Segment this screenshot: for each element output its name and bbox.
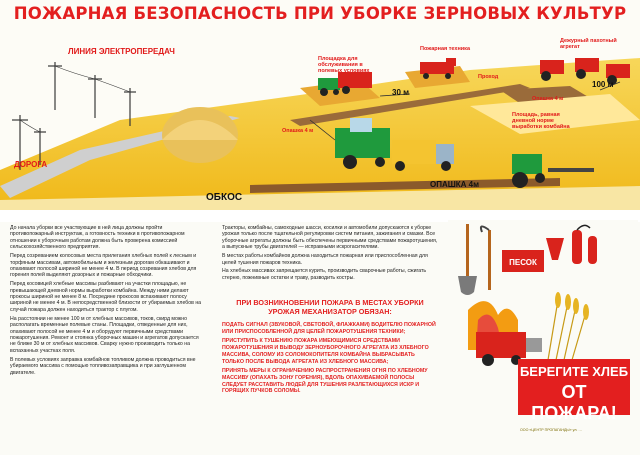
plowing-label-a: Опашка 4 м bbox=[282, 128, 314, 134]
harvest-scene bbox=[0, 0, 640, 222]
paragraph: Перед косовицей хлебные массивы разбивают на участки площадью, не превышающей дневной нормы выработки комбайна. Между ними делают прокосы шириной не менее 8 м. Посредине прокосов вспахивают полосу шириной не менее 4 м. В непосредственной близости от убираемых хлебов на случай пожара должен находиться трактор с плугом. bbox=[10, 281, 202, 313]
paragraph: Тракторы, комбайны, самоходные шасси, косилки и автомобили допускаются к уборке урожая только после тщательной регулировки систем питания, зажигания и смазки. Все уборочные агрегаты должны быть обеспечены первичными средствами пожаротушения, а выпускные трубы двигателей — исправными искрогасителями. bbox=[222, 225, 438, 251]
list-item: ПОДАТЬ СИГНАЛ (ЗВУКОВОЙ, СВЕТОВОЙ, ФЛАЖКАМИ) ВОДИТЕЛЮ ПОЖАРНОЙ ИЛИ ПРИСПОСОБЛЕННОЙ ДЛЯ ЦЕЛЕЙ ПОЖАРОТУШЕНИЯ ТЕХНИКИ; bbox=[222, 322, 436, 335]
passage-label: Проход bbox=[478, 74, 499, 80]
left-text-column bbox=[10, 225, 202, 378]
fire-instructions-list bbox=[222, 322, 438, 398]
distance-30-label: 30 м bbox=[392, 88, 410, 97]
plowing-label-c: ОПАШКА 4м bbox=[430, 180, 480, 189]
reserve-tractor-label: Дежурный пахотный агрегат bbox=[560, 38, 617, 50]
paragraph: Перед созреванием колосовых места прилегания хлебных полей к лесным и торфяным массивам, автомобильным и железным дорогам обкашивают и опахивают полосой шириной не менее 4 м. В период созревания хлебов для горения полей выделяют дозорных и пожарные обходчики. bbox=[10, 253, 197, 279]
paragraph: В полевых условиях заправка комбайнов топливом должна проводиться вне убираемого массива с помощью топливозаправщика и при заглушенном двигателе. bbox=[10, 356, 196, 376]
slogan-line-1: БЕРЕГИТЕ ХЛЕБ bbox=[519, 364, 629, 379]
fire-equipment-label: Пожарная техника bbox=[420, 46, 470, 52]
middle-text-column bbox=[222, 225, 438, 284]
paragraph: В местах работы комбайнов должна находиться пожарная или приспособленная для целей тушения пожаров техника. bbox=[222, 253, 428, 266]
plowing-label-b: Опашка 4 м bbox=[532, 96, 564, 102]
list-item: ПРИНЯТЬ МЕРЫ К ОГРАНИЧЕНИЮ РАСПРОСТРАНЕНИЯ ОГНЯ ПО ХЛЕБНОМУ МАССИВУ (ОПАХАТЬ ЗОНУ ГОРЕНИЯ), ВДОЛЬ ОПАХИВАЕМОЙ ПОЛОСЫ СЛЕДУЕТ РАССТАВИТЬ ЛЮДЕЙ ДЛЯ ТУШЕНИЯ РАЗЛЕТАЮЩИХСЯ ИСКР И ГОРЯЩИХ ПУЧКОВ СОЛОМЫ. bbox=[222, 368, 428, 395]
combine-area-label: Площадь, равная дневной норме выработки комбайна bbox=[512, 112, 570, 130]
fire-instructions-heading: ПРИ ВОЗНИКНОВЕНИИ ПОЖАРА В МЕСТАХ УБОРКИ УРОЖАЯ МЕХАНИЗАТОР ОБЯЗАН: bbox=[236, 298, 424, 316]
slogan-line-2: ОТ ПОЖАРА! bbox=[531, 382, 617, 423]
sand-box-icon bbox=[502, 250, 544, 272]
paragraph: До начала уборки все участвующие в ней лица должны пройти противопожарный инструктаж, а готовность техники в противопожарном отношении к уборочным работам должна быть проверена комиссией сельскохозяйственного предприятия. bbox=[10, 225, 185, 251]
page-title: ПОЖАРНАЯ БЕЗОПАСНОСТЬ ПРИ УБОРКЕ ЗЕРНОВЫХ КУЛЬТУР bbox=[13, 4, 627, 23]
list-item: ПРИСТУПИТЬ К ТУШЕНИЮ ПОЖАРА ИМЕЮЩИМИСЯ СРЕДСТВАМИ ПОЖАРОТУШЕНИЯ И ВЫВОДУ ЗЕРНОУБОРОЧНОГО АГРЕГАТА ИЗ ХЛЕБНОГО МАССИВА, СОЛОМУ ИЗ СОЛОМОКОПИТЕЛЯ КОМБАЙНА ВЫБРАСЫВАТЬ ТОЛЬКО ПОСЛЕ ВЫВОДА АГРЕГАТА ИЗ ХЛЕБНОГО МАССИВА; bbox=[222, 338, 429, 365]
sand-sign: ПЕСОК bbox=[509, 258, 537, 267]
paragraph: На расстоянии не менее 100 м от хлебных массивов, токов, скирд можно располагать временные полевые станы. Площадки, отведенные для них, опахивают полосой не менее 4 м и оборудуют первичными средствами пожаротушения. Ремонт и стоянка уборочных машин и агрегатов допускается не ближе 30 м от хлебных массивов. Сварку нужно производить только на вспаханных участках поля. bbox=[10, 315, 199, 354]
publisher-footnote: ООО «ЦЕНТР ПРОПАГАНДЫ» ул. … bbox=[520, 428, 583, 432]
power-line-label: ЛИНИЯ ЭЛЕКТРОПЕРЕДАЧ bbox=[68, 47, 175, 56]
slogan-banner bbox=[518, 359, 630, 423]
bypass-label: ОБКОС bbox=[206, 192, 243, 203]
service-area-label: Площадка для обслуживания в полевых условиях bbox=[318, 56, 370, 74]
paragraph: На хлебных массивах запрещается курить, производить сварочные работы, сжигать стерню, пожнивные остатки и траву, разводить костры. bbox=[222, 268, 427, 281]
distance-100-label: 100 м bbox=[592, 80, 614, 89]
road-label: ДОРОГА bbox=[14, 160, 48, 169]
